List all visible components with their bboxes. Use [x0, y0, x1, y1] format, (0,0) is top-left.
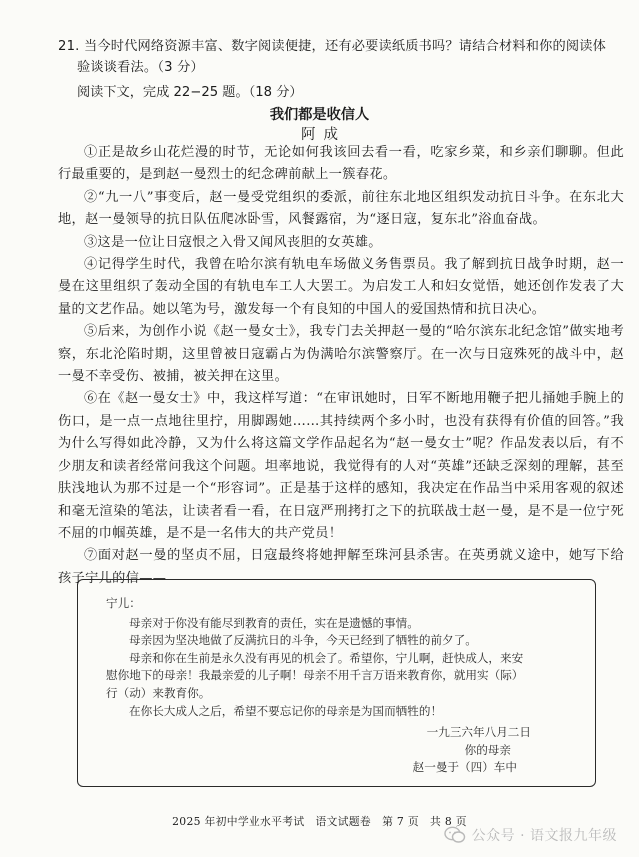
article-paragraph-3: ③这是一位让日寇恨之入骨又闻风丧胆的女英雄。	[84, 234, 382, 250]
wechat-logo-icon	[444, 826, 466, 844]
reading-instruction: 阅读下文，完成 22−25 题。（18 分）	[77, 85, 303, 100]
letter-date: 一九三六年八月二日	[426, 725, 531, 740]
letter-line-4: 慰你地下的母亲！我最亲爱的儿子啊！母亲不用千言万语来教育你，就用实（际）	[106, 668, 524, 683]
page-footer: 2025 年初中学业水平考试 语文试题卷 第 7 页 共 8 页	[172, 815, 467, 828]
letter-line-1: 母亲对于你没有能尽到教育的责任，实在是遗憾的事情。	[129, 615, 419, 630]
watermark-text: 公众号 · 语文报九年级	[471, 828, 617, 844]
question-21-line-1: 21. 当今时代网络资源丰富、数字阅读便捷，还有必要读纸质书吗？请结合材料和你的阅读体	[58, 39, 607, 54]
article-body	[58, 142, 624, 590]
article-paragraph-5: ⑤后来，为创作小说《赵一曼女士》，我专门去关押赵一曼的“哈尔滨东北纪念馆”做实地考察，东北沦陷时期，这里曾被日寇霸占为伪满哈尔滨警察厅。在一次与日寇殊死的战斗中，赵一曼不幸受伤、被捕，被关押在这里。	[58, 324, 624, 385]
letter-line-5: 行（动）来教育你。	[106, 685, 211, 700]
article-paragraph-2: ②“九一八”事变后，赵一曼受党组织的委派，前往东北地区组织发动抗日斗争。在东北大地，赵一曼领导的抗日队伍爬冰卧雪，风餐露宿，为“逐日寇，复东北”浴血奋战。	[58, 189, 624, 228]
article-title: 我们都是收信人	[269, 107, 370, 123]
letter-signature: 赵一曼于（四）车中	[412, 760, 517, 775]
letter-line-2: 母亲因为坚决地做了反满抗日的斗争，今天已经到了牺牲的前夕了。	[129, 633, 477, 648]
letter-greeting: 宁儿：	[106, 596, 141, 610]
article-paragraph-7: ⑦面对赵一曼的坚贞不屈，日寇最终将她押解至珠河县杀害。在英勇就义途中，她写下给孩子宁儿的信——	[58, 548, 624, 586]
article-paragraph-1: ①正是故乡山花烂漫的时节，无论如何我该回去看一看，吃家乡菜，和乡亲们聊聊。但此行最重要的，是到赵一曼烈士的纪念碑前献上一簇春花。	[58, 145, 624, 183]
question-21-line-2: 验谈谈看法。（3 分）	[77, 60, 204, 75]
watermark	[444, 825, 617, 845]
letter-box	[77, 579, 596, 787]
question-21	[58, 36, 618, 78]
letter-line-3: 母亲和你在生前是永久没有再见的机会了。希望你，宁儿啊，赶快成人，来安	[129, 650, 524, 665]
letter-closing: 你的母亲	[464, 742, 511, 757]
article-author: 阿成	[301, 127, 346, 143]
article-paragraph-4: ④记得学生时代，我曾在哈尔滨有轨电车场做义务售票员。我了解到抗日战争时期，赵一曼在这里组织了轰动全国的有轨电车工人大罢工。为启发工人和妇女觉悟，她还创作发表了大量的文艺作品。她以笔为号，激发每一个有良知的中国人的爱国热情和抗日决心。	[58, 257, 624, 317]
article-paragraph-6: ⑥在《赵一曼女士》中，我这样写道：“在审讯她时，日军不断地用鞭子把儿捅她手腕上的伤口，是一点一点地往里拧，用脚踢她……其持续两个多小时，也没有获得有价值的回答。”我为什么写得如此冷静，又为什么将这篇文学作品起名为“赵一曼女士”呢？作品发表以后，有不少朋友和读者经常问我这个问题。坦率地说，我觉得有的人对“英雄”还缺乏深刻的理解，甚至肤浅地认为那不过是一个“形容词”。正是基于这样的感知，我决定在作品当中采用客观的叙述和毫无渲染的笔法，让读者看一看，在日寇严刑拷打之下的抗联战士赵一曼，是不是一位宁死不屈的巾帼英雄，是不是一名伟大的共产党员！	[58, 391, 624, 541]
letter-line-6: 在你长大成人之后，希望不要忘记你的母亲是为国而牺牲的！	[129, 703, 443, 718]
